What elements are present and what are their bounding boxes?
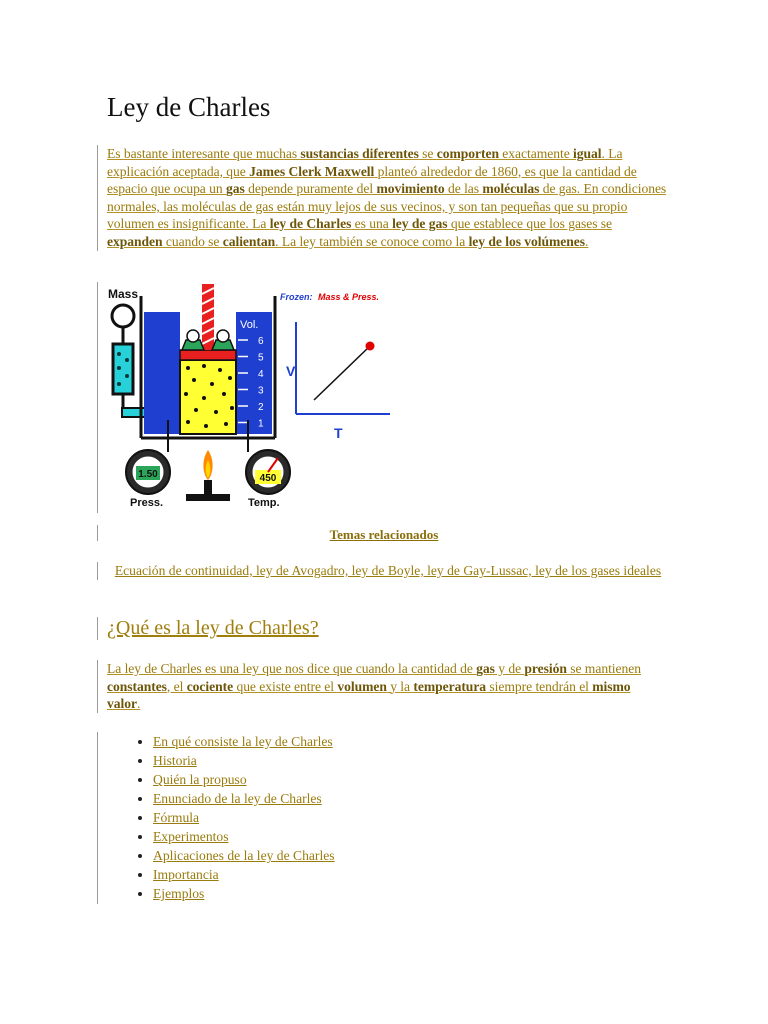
volume-tick-label: 3 <box>258 385 264 397</box>
graph-line <box>314 346 370 400</box>
mass-gauge-icon <box>112 305 134 327</box>
frozen-label: Frozen: <box>280 292 313 302</box>
text-run: que establece que los gases se <box>447 216 613 232</box>
toc-item <box>153 865 335 884</box>
text-run: de gas. En condiciones normales, las moléculas de gas están muy lejos de sus vecinos, y son tan pequeñas que su propio volumen es insignificante. La <box>107 181 667 232</box>
bold-term: calientan <box>222 233 276 249</box>
toc-link[interactable]: Aplicaciones de la ley de Charles <box>153 848 335 863</box>
text-run: que existe entre el <box>233 678 338 694</box>
toc-link[interactable]: En qué consiste la ley de Charles <box>153 734 333 749</box>
bold-term: igual <box>573 146 602 161</box>
toc-item <box>153 884 335 903</box>
volume-tick-label: 2 <box>258 402 264 413</box>
toc-item <box>153 732 335 751</box>
related-links-block <box>97 562 668 580</box>
graph-point <box>366 342 375 351</box>
page-title: Ley de Charles <box>107 92 271 122</box>
text-run: . La ley también se conoce como la <box>275 233 469 249</box>
bold-term: ley de los volúmenes <box>468 233 586 249</box>
burner-icon <box>186 494 230 501</box>
text-run: planteó alrededor de 1860, es que la cantidad de espacio que ocupa un <box>107 163 637 197</box>
graph-v-label: V <box>286 363 296 379</box>
toc-link[interactable]: Importancia <box>153 867 219 882</box>
bold-term: ley de gas <box>392 216 448 232</box>
bold-term: gas <box>225 181 245 197</box>
related-topics-links[interactable]: Ecuación de continuidad, ley de Avogadro, ley de Boyle, ley de Gay-Lussac, ley de los gases ideales <box>114 563 662 578</box>
toc-item <box>153 770 335 789</box>
text-run: La ley de Charles es una ley que nos dice que cuando la cantidad de <box>107 661 477 676</box>
toc-item <box>153 827 335 846</box>
toc-item <box>153 789 335 808</box>
toc-link[interactable]: Historia <box>153 753 197 768</box>
related-topics-title[interactable]: Temas relacionados <box>329 527 439 542</box>
toc-link[interactable]: Experimentos <box>153 829 229 844</box>
bold-term: expanden <box>107 233 163 249</box>
bold-term: movimiento <box>376 181 445 197</box>
temperature-value: 450 <box>259 473 277 484</box>
toc-link[interactable]: Ejemplos <box>153 886 205 901</box>
toc-link[interactable]: Quién la propuso <box>153 772 247 787</box>
volume-label: Vol. <box>240 319 259 331</box>
toc-link[interactable]: Fórmula <box>153 810 200 825</box>
charles-law-diagram <box>108 282 398 508</box>
text-run: y la <box>386 678 414 694</box>
section-heading[interactable]: ¿Qué es la ley de Charles? <box>107 617 319 639</box>
toc-item <box>153 808 335 827</box>
bold-term: constantes <box>107 678 167 694</box>
figure-block <box>97 282 398 513</box>
charles-law-figure <box>98 282 398 513</box>
graph-t-label: T <box>334 425 343 441</box>
bold-term: James Clerk Maxwell <box>249 163 375 179</box>
volume-tick-label: 4 <box>258 369 264 380</box>
section-heading-block <box>97 617 319 640</box>
toc-item <box>153 751 335 770</box>
intro-paragraph[interactable] <box>98 145 667 251</box>
definition-block <box>97 660 667 713</box>
piston <box>180 350 236 360</box>
text-run: . <box>136 696 141 712</box>
text-run: cuando se <box>162 233 223 249</box>
text-run: se <box>418 146 437 161</box>
volume-tick-label: 5 <box>258 352 264 364</box>
bold-term: cociente <box>186 678 234 694</box>
bold-term: sustancias diferentes <box>300 146 419 161</box>
bold-term: mismo valor <box>107 678 631 712</box>
pressure-label: Press. <box>130 497 164 508</box>
toc-link[interactable]: Enunciado de la ley de Charles <box>153 791 322 806</box>
mass-label: Mass <box>108 287 139 301</box>
text-run: es una <box>351 216 393 232</box>
volume-tick-label: 6 <box>258 336 264 347</box>
text-run: Es bastante interesante que muchas <box>107 146 301 161</box>
tank-left-wall <box>144 312 180 434</box>
pressure-value: 1.50 <box>138 469 158 480</box>
text-run: . La explicación aceptada, que <box>107 146 623 179</box>
definition-paragraph[interactable] <box>98 660 667 713</box>
bold-term: gas <box>476 661 495 676</box>
text-run: de las <box>444 181 483 197</box>
temperature-label: Temp. <box>248 497 280 508</box>
text-run: y de <box>494 661 525 676</box>
text-run: exactamente <box>498 146 574 161</box>
volume-tick-label: 1 <box>258 418 264 430</box>
frozen-value: Mass & Press. <box>318 292 380 302</box>
bold-term: ley de Charles <box>269 216 352 232</box>
text-run: se mantienen <box>566 661 641 676</box>
text-run: . <box>585 233 589 249</box>
text-run: siempre tendrán el <box>486 678 593 694</box>
text-run: , el <box>166 678 187 694</box>
table-of-contents <box>98 732 335 903</box>
bold-term: comporten <box>436 146 499 161</box>
mass-reservoir <box>113 344 133 394</box>
toc-block <box>97 732 335 904</box>
bold-term: temperatura <box>413 678 487 694</box>
bold-term: presión <box>524 661 567 676</box>
bold-term: volumen <box>337 678 387 694</box>
text-run: depende puramente del <box>244 181 377 197</box>
bold-term: moléculas <box>482 181 540 197</box>
intro-block <box>97 145 667 251</box>
toc-item <box>153 846 335 865</box>
